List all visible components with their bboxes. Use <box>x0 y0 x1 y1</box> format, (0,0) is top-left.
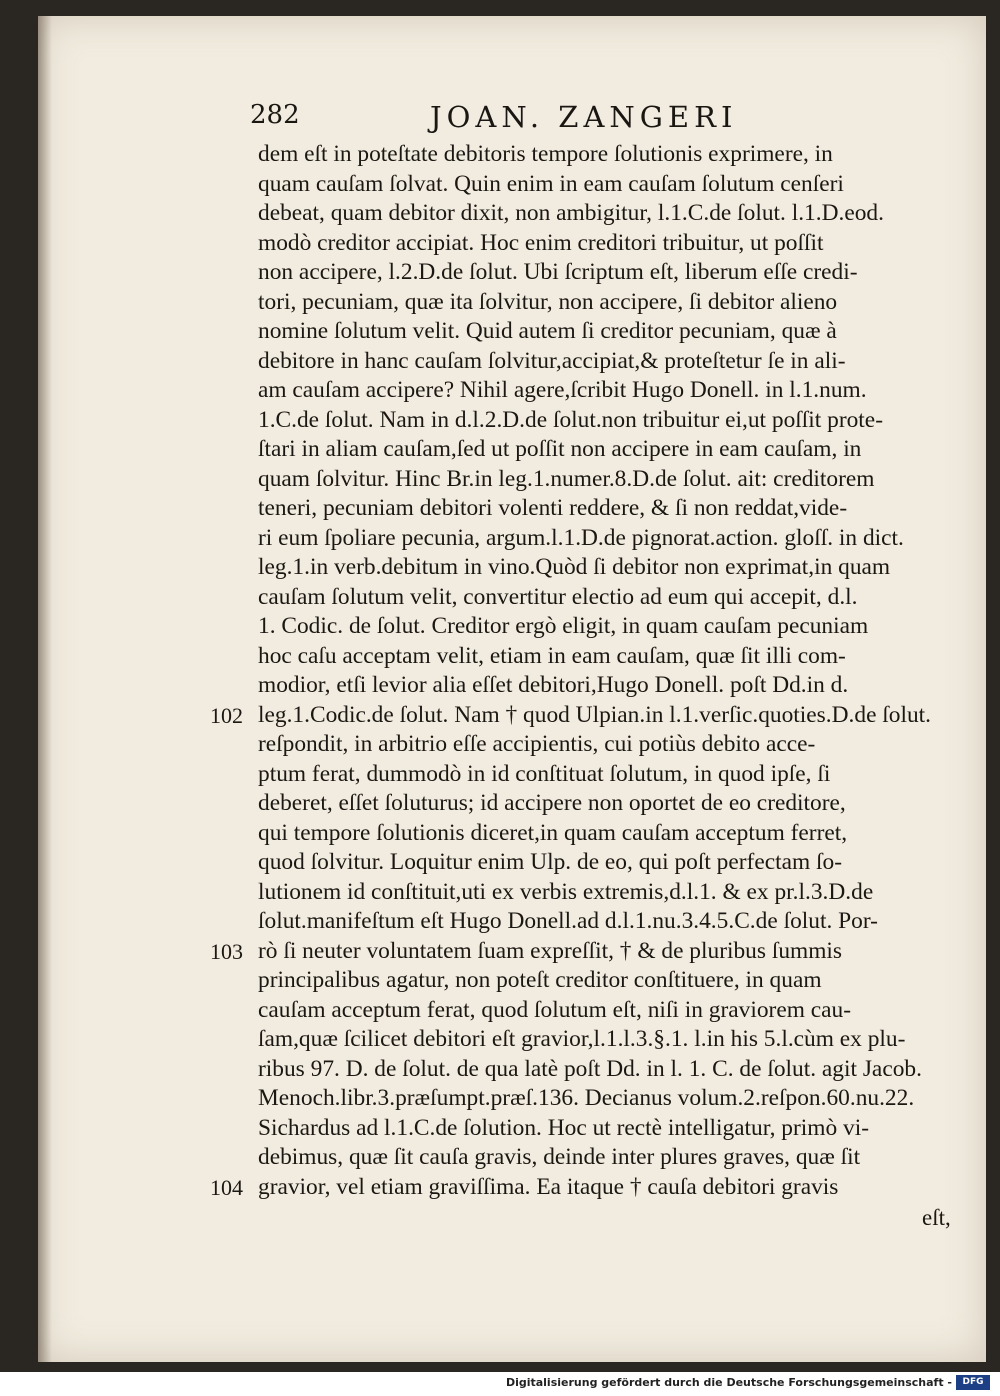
text-line: ſolut.manifeſtum eſt Hugo Donell.ad d.l.1.nu.3.4.5.C.de ſolut. Por- <box>258 908 878 934</box>
running-head: JOAN. ZANGERI <box>430 100 738 134</box>
text-line: Sichardus ad l.1.C.de ſolution. Hoc ut rectè intelligatur, primò vi- <box>258 1114 869 1141</box>
text-line: quod ſolvitur. Loquitur enim Ulp. de eo, qui poſt perfectam ſo- <box>258 849 843 875</box>
text-line: lutionem id conſtituit,uti ex verbis extremis,d.l.1. & ex pr.l.3.D.de <box>258 878 874 905</box>
page-gutter-shadow <box>38 16 52 1362</box>
text-line: debitore in hanc cauſam ſolvitur,accipiat,& proteſtetur ſe in ali- <box>258 347 846 374</box>
text-line: ri eum ſpoliare pecunia, argum.l.1.D.de pignorat.action. gloſſ. in dict. <box>258 524 904 551</box>
text-line: qui tempore ſolutionis diceret,in quam cauſam acceptum ferret, <box>258 819 848 846</box>
text-line: dem eſt in poteſtate debitoris tempore ſolutionis exprimere, in <box>258 141 833 167</box>
page-number: 282 <box>250 100 300 130</box>
text-line: modior, etſi levior alia eſſet debitori,Hugo Donell. poſt Dd.in d. <box>258 672 849 698</box>
text-line: leg.1.in verb.debitum in vino.Quòd ſi debitor non exprimat,in quam <box>258 554 891 580</box>
dfg-logo: DFG <box>956 1375 990 1390</box>
text-line: modò creditor accipiat. Hoc enim creditori tribuitur, ut poſſit <box>258 229 824 256</box>
text-line: ptum ferat, dummodò in id conſtituat ſolutum, in quod ipſe, ſi <box>258 760 831 787</box>
text-line: hoc caſu acceptam velit, etiam in eam cauſam, quæ ſit illi com- <box>258 642 846 669</box>
margin-number: 104 <box>210 1174 243 1200</box>
text-line: ſtari in aliam cauſam,ſed ut poſſit non accipere in eam cauſam, in <box>258 436 862 462</box>
text-line: debimus, quæ ſit cauſa gravis, deinde inter plures graves, quæ ſit <box>258 1144 861 1170</box>
text-line: teneri, pecuniam debitori volenti reddere, & ſi non reddat,vide- <box>258 495 848 521</box>
digitization-footer <box>0 1372 1000 1396</box>
text-line: 1. Codic. de ſolut. Creditor ergò eligit, in quam cauſam pecuniam <box>258 613 869 639</box>
body-text <box>258 140 974 1202</box>
text-line: nomine ſolutum velit. Quid autem ſi creditor pecuniam, quæ à <box>258 318 837 344</box>
text-line: quam ſolvitur. Hinc Br.in leg.1.numer.8.D.de ſolut. ait: creditorem <box>258 465 875 492</box>
text-line: ribus 97. D. de ſolut. de qua latè poſt Dd. in l. 1. C. de ſolut. agit Jacob. <box>258 1055 922 1082</box>
text-line: ſam,quæ ſcilicet debitori eſt gravior,l.1.l.3.§.1. l.in his 5.l.cùm ex plu- <box>258 1026 906 1052</box>
text-line: cauſam ſolutum velit, convertitur electio ad eum qui accepit, d.l. <box>258 583 858 610</box>
catchword: eſt, <box>922 1205 951 1230</box>
margin-number: 103 <box>210 938 243 964</box>
text-line: 1.C.de ſolut. Nam in d.l.2.D.de ſolut.non tribuitur ei,ut poſſit prote- <box>258 406 883 433</box>
footer-credit: Digitalisierung gefördert durch die Deutsche Forschungsgemeinschaft - <box>505 1376 952 1389</box>
text-line: rò ſi neuter voluntatem ſuam expreſſit, † & de pluribus ſummis <box>258 937 843 964</box>
text-line: cauſam acceptum ferat, quod ſolutum eſt, niſi in graviorem cau- <box>258 996 852 1023</box>
text-line: gravior, vel etiam graviſſima. Ea itaque † cauſa debitori gravis <box>258 1173 839 1200</box>
text-line: tori, pecuniam, quæ ita ſolvitur, non accipere, ſi debitor alieno <box>258 288 838 315</box>
text-line: reſpondit, in arbitrio eſſe accipientis, cui potiùs debito acce- <box>258 731 816 757</box>
text-line: deberet, eſſet ſoluturus; id accipere non oportet de eo creditore, <box>258 790 846 816</box>
margin-number: 102 <box>210 702 243 728</box>
text-line: am cauſam accipere? Nihil agere,ſcribit Hugo Donell. in l.1.num. <box>258 377 867 403</box>
page-header <box>250 100 972 140</box>
text-line: non accipere, l.2.D.de ſolut. Ubi ſcriptum eſt, liberum eſſe credi- <box>258 259 858 285</box>
text-line: Menoch.libr.3.præſumpt.præſ.136. Decianus volum.2.reſpon.60.nu.22. <box>258 1085 915 1111</box>
text-line: quam cauſam ſolvat. Quin enim in eam cauſam ſolutum cenſeri <box>258 170 844 197</box>
text-line: leg.1.Codic.de ſolut. Nam † quod Ulpian.in l.1.verſic.quoties.D.de ſolut. <box>258 701 932 728</box>
text-line: principalibus agatur, non poteſt creditor conſtituere, in quam <box>258 967 822 993</box>
text-line: debeat, quam debitor dixit, non ambigitur, l.1.C.de ſolut. l.1.D.eod. <box>258 200 884 226</box>
